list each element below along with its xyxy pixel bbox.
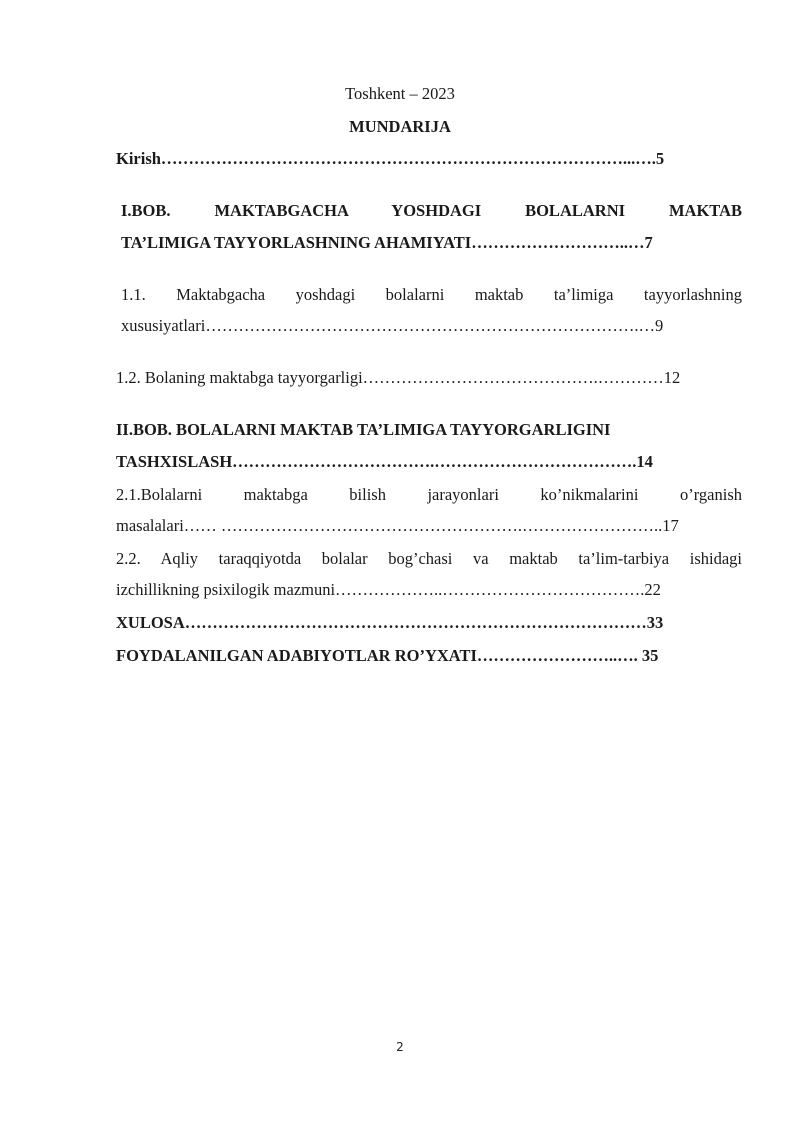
toc-entry-bob2-line2: TASHXISLASH……………………………….……………………………….14 bbox=[116, 452, 653, 471]
toc-entry-adabiyotlar: FOYDALANILGAN ADABIYOTLAR RO’YXATI……………………..…. 35 bbox=[116, 646, 659, 665]
toc-entry-2-1-line2: masalalari…… ……………………………………………….……………………..17 bbox=[116, 516, 679, 535]
city-year: Toshkent – 2023 bbox=[345, 84, 455, 103]
toc-entry-bob1-line1: I.BOB. MAKTABGACHA YOSHDAGI BOLALARNI MAKTAB bbox=[121, 201, 742, 220]
page-title: MUNDARIJA bbox=[349, 117, 451, 136]
toc-entry-1-1-line2: xususiyatlari…………………………………………………………………….…9 bbox=[121, 316, 664, 335]
page-number: 2 bbox=[396, 1040, 404, 1054]
toc-entry-1-2: 1.2. Bolaning maktabga tayyorgarligi…………………………………….…………12 bbox=[116, 368, 681, 387]
toc-entry-2-1-line1: 2.1.Bolalarni maktabga bilish jarayonlari ko’nikmalarini o’rganish bbox=[116, 485, 742, 504]
toc-entry-2-2-line2: izchillikning psixilogik mazmuni………………..……………………………….22 bbox=[116, 580, 661, 599]
toc-entry-xulosa: XULOSA…………………………………………………………………………33 bbox=[116, 613, 664, 632]
toc-entry-2-2-line1: 2.2. Aqliy taraqqiyotda bolalar bog’chasi va maktab ta’lim-tarbiya ishidagi bbox=[116, 549, 742, 568]
toc-entry-bob1-line2: TA’LIMIGA TAYYORLASHNING AHAMIYATI………………………..…7 bbox=[121, 233, 653, 252]
toc-entry-kirish: Kirish…………………………………………………………………………...….5 bbox=[116, 149, 665, 168]
toc-entry-bob2-line1: II.BOB. BOLALARNI MAKTAB TA’LIMIGA TAYYORGARLIGINI bbox=[116, 420, 611, 439]
toc-entry-1-1-line1: 1.1. Maktabgacha yoshdagi bolalarni maktab ta’limiga tayyorlashning bbox=[121, 285, 742, 304]
